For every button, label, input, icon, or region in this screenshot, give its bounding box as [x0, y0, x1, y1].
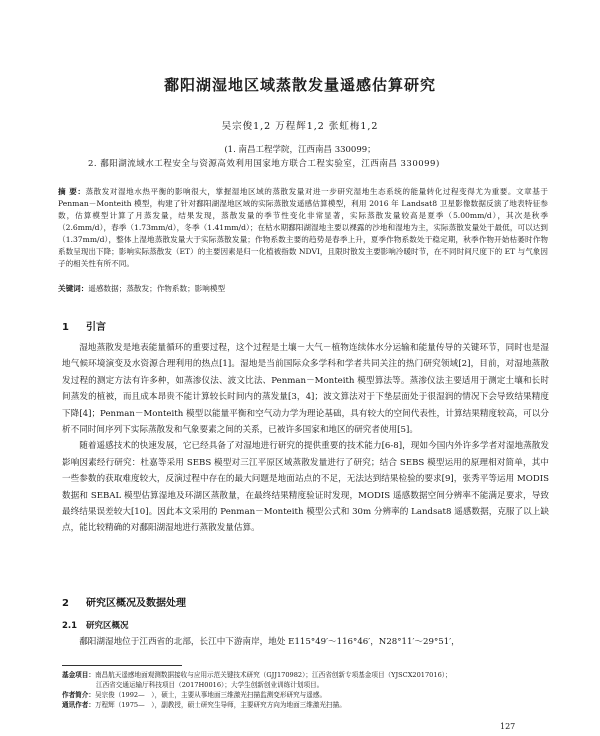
- affiliation-1: (1. 南昌工程学院，江西南昌 330099；: [224, 145, 376, 155]
- abstract-label: 摘 要：: [58, 187, 86, 196]
- section-title: 引言: [86, 322, 106, 333]
- footnote-label: 通讯作者：: [62, 701, 95, 709]
- footnote-fund-continued: 江西省交通运输厅科技项目（2017H0016）；大学生创新创业训练计划项目。: [96, 681, 324, 689]
- paragraph: 鄱阳湖湿地位于江西省的北部，长江中下游南岸，地处 E115°49′～116°46′，N28°11′～29°51′，: [79, 637, 460, 647]
- footnote-author: [62, 690, 549, 700]
- paragraph: 湿地蒸散发是地表能量循环的重要过程，这个过程是土壤－大气－植物连续体水分运输和能量传导的关键环节，同时也是湿地气候环境演变及水资源合理利用的热点[1]。湿地是当前国际众多学科和学者共同关注的热门研究领域[2]，目前，对湿地蒸散发过程的测定方法有许多种，如蒸渗仪法、波文比法、Penman－Monteith 模型算法等。蒸渗仪法主要适用于测定土壤和长时间蒸发的植被，而且成本昂贵不能计算较长时间内的蒸发量[3，4]；波文算法对于下垫层面处于很湿润的情况下会导致结果精度下降[4]；Penman－Monteith 模型以能量平衡和空气动力学为理论基础，具有较大的空间代表性，计算结果精度较高，可以分析不同时间序列下实际蒸散发和气象要素之间的关系，已被许多国家和地区的研究者使用[5]。: [62, 343, 549, 436]
- footnotes: [62, 670, 549, 710]
- body-text-study-area: [62, 634, 549, 650]
- section-2-1-heading: [62, 619, 129, 631]
- footnote-label: 作者简介：: [62, 691, 95, 699]
- paragraph: 随着遥感技术的快速发展，它已经具备了对湿地进行研究的提供重要的技术能力[6-8]，现如今国内外许多学者对湿地蒸散发影响因素经行研究：杜嘉等采用 SEBS 模型对三江平原区域蒸散发量进行了研究；结合 SEBS 模型运用的原理相对简单，其中一些参数的获取难度较大，反演过程中存在的最大问题是地面站点的不足，无法达到结果检验的要求[9]，张秀平等运用 MODIS 数据和 SEBAL 模型估算湿地及环湖区蒸散量，在最终结果精度验证时发现，MODIS 遥感数据空间分辨率不能满足要求，导致最终结果误差较大[10]。因此本文采用的 Penman－Monteith 模型公式和 30m 分辨率的 Landsat8 遥感数据，克服了以上缺点，能比较精确的对鄱阳湖湿地进行蒸散发量估算。: [62, 441, 549, 534]
- abstract-text: 蒸散发对湿地水热平衡的影响很大，掌握湿地区域的蒸散发量对进一步研究湿地生态系统的能量转化过程变得尤为重要。文章基于 Penman－Monteith 模型，构建了针对鄱阳湖湿地区域的实际蒸散发遥感估算模型，利用 2016 年 Landsat8 卫星影像数据反演了地表特征参数，估算模型计算了月蒸发量，结果发现，蒸散发量的季节性变化非常显著，实际蒸散发量较高是夏季（5.00mm/d），其次是秋季（2.6mm/d），春季（1.73mm/d），冬季（1.41mm/d）；在枯水期鄱阳湖湿地主要以裸露的沙地和湿地为主，实际蒸散发量处于最低，可以达到（1.37mm/d），整体上湿地蒸散发量大于实际蒸散发量；作物系数主要的趋势是春季上升，夏季作物系数处于稳定期，秋季作物开始枯萎时作物系数呈现出下降；影响实际蒸散发（ET）的主要因素是归一化植被指数 NDVI，且限时散发主要影响冷暖时节，在不同时间尺度下的 ET 与气象因子的相关性有所不同。: [58, 187, 548, 268]
- keywords-label: 关键词：: [58, 284, 89, 293]
- section-2-heading: [62, 594, 186, 609]
- footnote-text: 万程辉（1975— ），副教授，硕士研究生导师，主要研究方向为地面三维激光扫描。: [94, 701, 346, 709]
- page-number: 127: [500, 722, 516, 731]
- footnote-text: 南昌航天遥感地面观测数据接收与应用示范关键技术研究（GJJ170982）；江西省创新专项基金项目（YJSCX2017016）；: [94, 671, 452, 679]
- section-title: 研究区概况及数据处理: [86, 598, 186, 609]
- footnote-divider: [62, 665, 182, 666]
- footnote-text: 吴宗俊（1992— ），硕士，主要从事地面三维激光扫描监测变形研究与遥感。: [94, 691, 327, 699]
- section-number: 1: [62, 322, 69, 333]
- keywords-text: 遥感数据；蒸散发；作物系数；影响模型: [88, 284, 226, 293]
- keywords: [58, 283, 548, 294]
- section-title: 研究区概况: [86, 621, 129, 631]
- affiliation-2: 2. 鄱阳湖流域水工程安全与资源高效利用国家地方联合工程实验室，江西南昌 330099): [88, 159, 440, 169]
- author-list: 吴宗俊1,2 万程辉1,2 张虹梅1,2: [221, 121, 379, 132]
- footnote-fund: [62, 670, 549, 680]
- paper-title: 鄱阳湖湿地区域蒸散发量遥感估算研究: [163, 76, 436, 94]
- section-number: 2.1: [62, 621, 78, 631]
- footnote-contact: [62, 700, 549, 710]
- section-number: 2: [62, 598, 69, 609]
- abstract: [58, 186, 548, 270]
- section-1-heading: [62, 318, 106, 333]
- body-text-intro: [62, 340, 549, 537]
- footnote-label: 基金项目：: [62, 671, 95, 679]
